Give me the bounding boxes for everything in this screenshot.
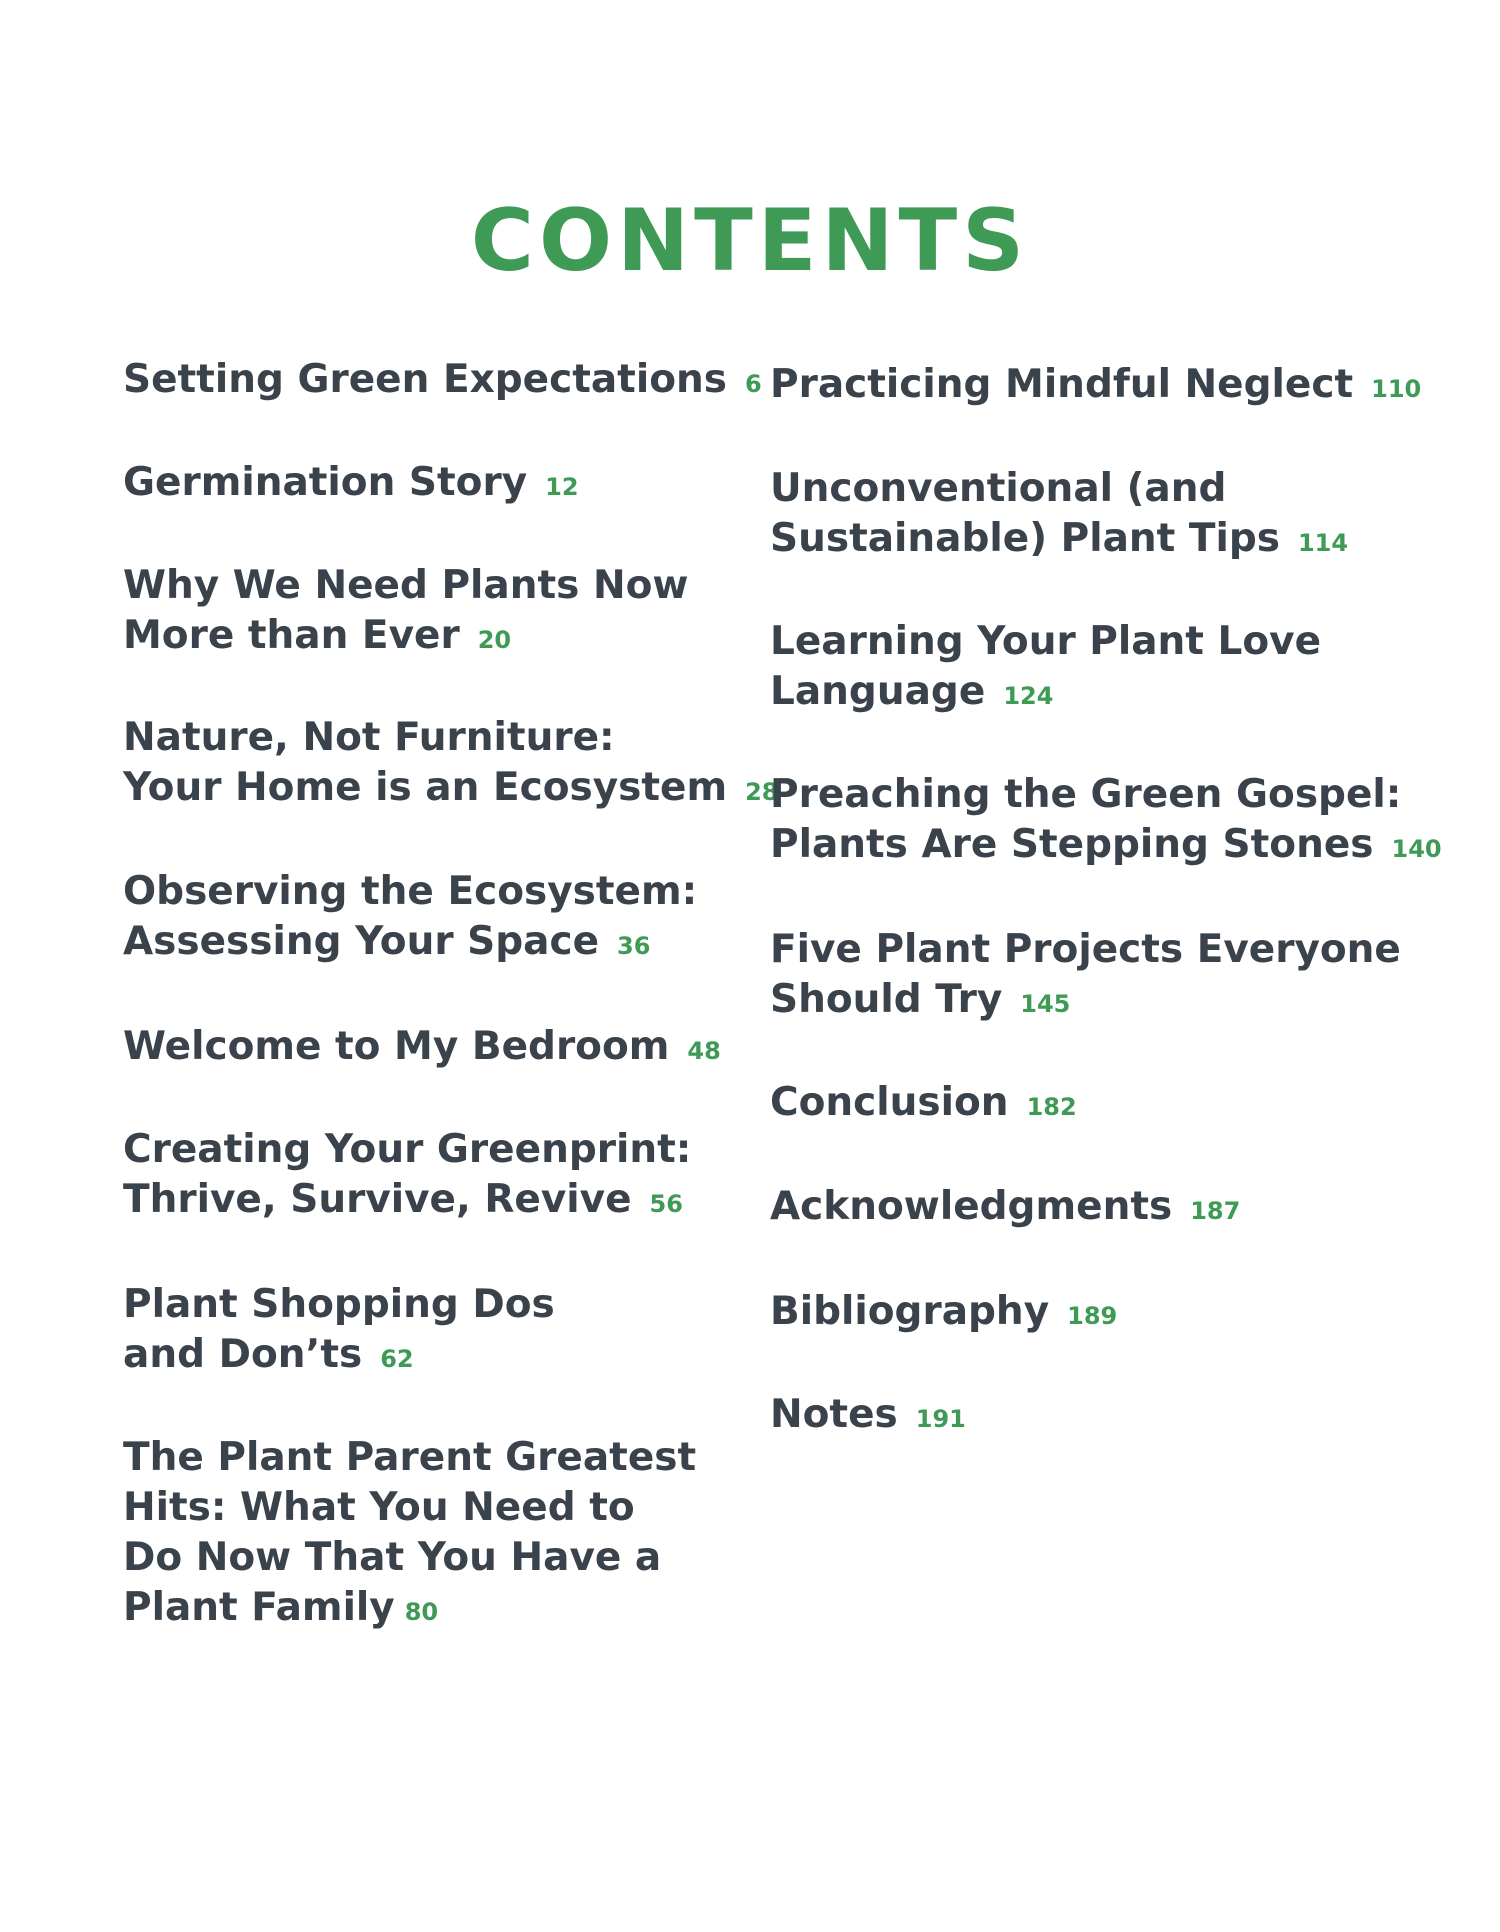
- toc-page-number: 80: [404, 1598, 439, 1626]
- toc-page-number: 62: [380, 1345, 414, 1373]
- toc-page-number: 20: [477, 626, 512, 654]
- toc-entry-title: Hits: What You Need to: [123, 1485, 635, 1530]
- toc-entry-title: Your Home is an Ecosystem 28: [123, 765, 779, 810]
- toc-page-number: 6: [744, 370, 762, 398]
- page-title: CONTENTS: [470, 190, 1030, 291]
- toc-entry-title: Unconventional (and: [770, 466, 1227, 511]
- toc-entry-title: and Don’ts 62: [123, 1332, 414, 1377]
- toc-entry-title: Conclusion 182: [770, 1080, 1077, 1125]
- toc-entry[interactable]: [770, 1287, 1117, 1341]
- toc-entry-title: Germination Story 12: [123, 460, 579, 505]
- toc-entry-title: Nature, Not Furniture:: [123, 715, 615, 760]
- toc-entry-title: Observing the Ecosystem:: [123, 869, 698, 914]
- toc-entry[interactable]: [770, 770, 1442, 874]
- toc-entry-title: Setting Green Expectations 6: [123, 357, 762, 402]
- toc-entry[interactable]: [770, 1390, 966, 1444]
- toc-entry[interactable]: [770, 617, 1321, 721]
- toc-page-number: 12: [545, 473, 579, 501]
- toc-entry-title: Preaching the Green Gospel:: [770, 772, 1402, 817]
- toc-entry-title: Thrive, Survive, Revive 56: [123, 1177, 683, 1222]
- toc-entry-title: More than Ever 20: [123, 613, 512, 658]
- toc-entry-title: Plants Are Stepping Stones 140: [770, 822, 1442, 867]
- toc-entry-title: Plant Family 80: [123, 1585, 439, 1630]
- toc-entry-title: Learning Your Plant Love: [770, 619, 1322, 664]
- toc-entry[interactable]: [770, 464, 1348, 568]
- toc-page-number: 189: [1067, 1302, 1118, 1330]
- toc-page-number: 187: [1190, 1197, 1241, 1225]
- toc-page-number: 124: [1003, 682, 1054, 710]
- toc-entry[interactable]: [770, 925, 1401, 1029]
- toc-entry-title: Should Try 145: [770, 977, 1071, 1022]
- toc-entry[interactable]: [770, 1078, 1077, 1132]
- toc-entry[interactable]: [123, 561, 688, 665]
- toc-entry-title: Language 124: [770, 669, 1054, 714]
- toc-entry-title: Sustainable) Plant Tips 114: [770, 516, 1349, 561]
- toc-entry[interactable]: [123, 1125, 691, 1229]
- toc-entry[interactable]: [770, 1182, 1240, 1236]
- toc-entry-title: Creating Your Greenprint:: [123, 1127, 692, 1172]
- toc-entry-title: Assessing Your Space 36: [123, 919, 651, 964]
- toc-page-number: 56: [649, 1190, 683, 1218]
- toc-entry[interactable]: [770, 360, 1421, 414]
- toc-entry-title: Bibliography 189: [770, 1289, 1118, 1334]
- toc-entry-title: Welcome to My Bedroom 48: [123, 1024, 721, 1069]
- toc-entry-title: Notes 191: [770, 1392, 966, 1437]
- toc-entry[interactable]: [123, 1433, 696, 1637]
- toc-entry[interactable]: [123, 458, 579, 512]
- toc-page-number: 140: [1391, 835, 1442, 863]
- toc-entry-title: Do Now That You Have a: [123, 1535, 662, 1580]
- toc-entry[interactable]: [123, 355, 762, 409]
- toc-page-number: 191: [915, 1405, 966, 1433]
- toc-page-number: 110: [1371, 375, 1422, 403]
- toc-entry-title: Why We Need Plants Now: [123, 563, 689, 608]
- toc-page-number: 36: [617, 932, 651, 960]
- toc-entry-title: Acknowledgments 187: [770, 1184, 1241, 1229]
- toc-entry[interactable]: [123, 867, 697, 971]
- toc-entry-title: Plant Shopping Dos: [123, 1282, 555, 1327]
- toc-entry-title: Practicing Mindful Neglect 110: [770, 362, 1422, 407]
- toc-page-number: 28: [745, 778, 779, 806]
- toc-entry-title: The Plant Parent Greatest: [123, 1435, 697, 1480]
- toc-entry-title: Five Plant Projects Everyone: [770, 927, 1401, 972]
- toc-entry[interactable]: [123, 713, 779, 817]
- toc-page-number: 48: [687, 1037, 721, 1065]
- toc-page-number: 145: [1020, 990, 1071, 1018]
- toc-page-number: 114: [1297, 529, 1349, 557]
- toc-entry[interactable]: [123, 1022, 721, 1076]
- toc-entry[interactable]: [123, 1280, 555, 1384]
- toc-page-number: 182: [1026, 1093, 1077, 1121]
